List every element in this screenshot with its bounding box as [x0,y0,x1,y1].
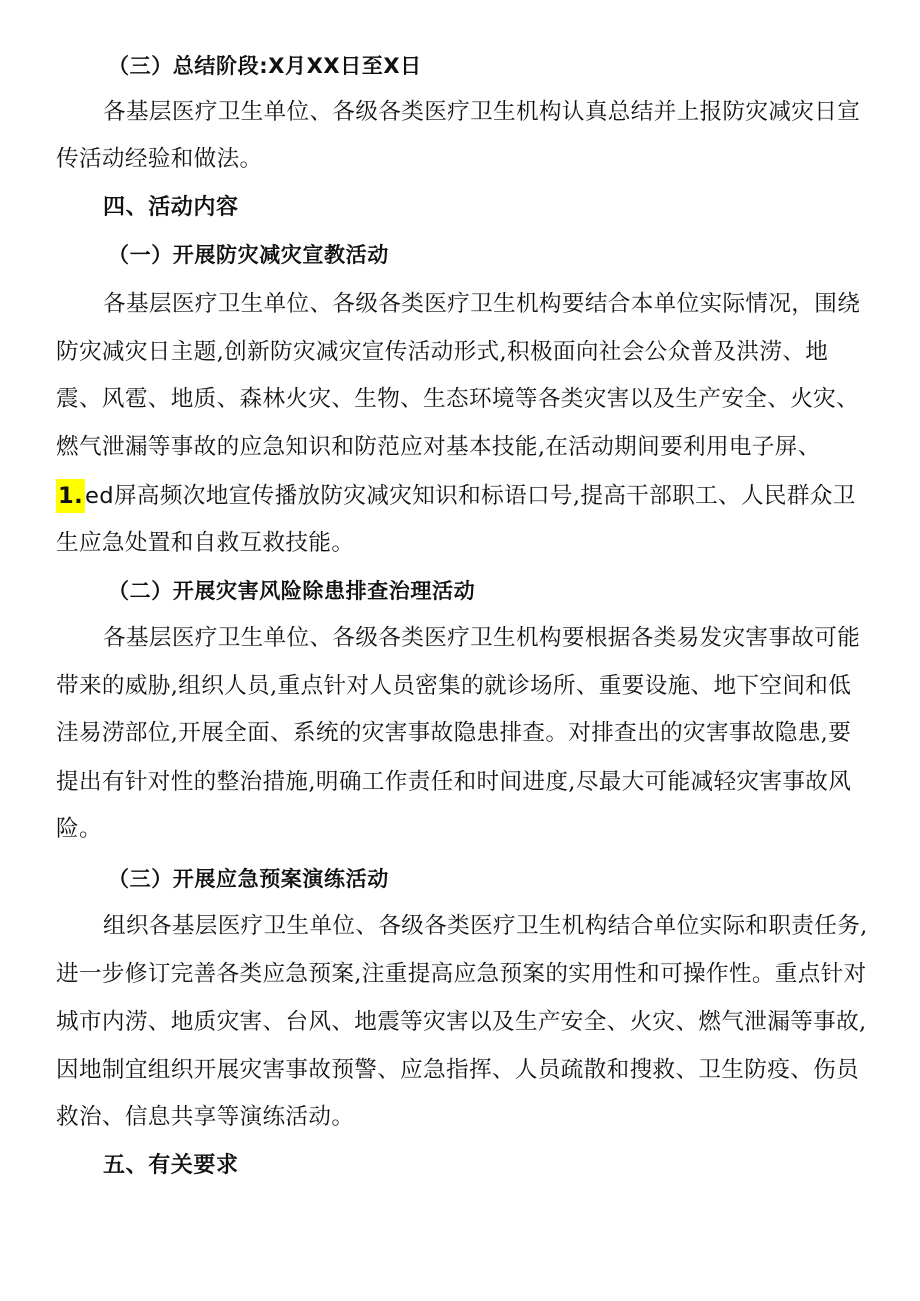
paragraph-line: 各基层医疗卫生单位、各级各类医疗卫生机构认真总结并上报防灾减灾日宣 [103,99,861,125]
line-text: 屏高频次地宣传播放防灾减灾知识和标语口号,提高干部职工、人民群众卫 [113,483,856,509]
paragraph-line: 组织各基层医疗卫生单位、各级各类医疗卫生机构结合单位实际和职责任务, [103,913,868,939]
paragraph-line: 因地制宜组织开展灾害事故预警、应急指挥、人员疏散和搜救、卫生防疫、伤员 [56,1057,860,1083]
subsection-heading-education: （一）开展防灾减灾宣教活动 [108,243,389,267]
paragraph-line: 城市内涝、地质灾害、台风、地震等灾害以及生产安全、火灾、燃气泄漏等事故, [56,1009,867,1035]
paragraph-line: 洼易涝部位,开展全面、系统的灾害事故隐患排查。对排查出的灾害事故隐患,要 [56,720,852,746]
paragraph-line: 救治、信息共享等演练活动。 [56,1104,355,1130]
subsection-heading-emergency-drill: （三）开展应急预案演练活动 [108,867,389,891]
paragraph-line: 各基层医疗卫生单位、各级各类医疗卫生机构要根据各类易发灾害事故可能 [103,625,861,651]
paragraph-line: 各基层医疗卫生单位、各级各类医疗卫生机构要结合本单位实际情况，围绕 [103,291,861,317]
highlighted-number: 1. [56,479,85,513]
paragraph-line: 燃气泄漏等事故的应急知识和防范应对基本技能,在活动期间要利用电子屏、 [56,434,821,460]
section-heading-activity-content: 四、活动内容 [103,195,239,220]
section-heading-summary-stage: （三）总结阶段:X月XX日至X日 [108,54,422,78]
paragraph-line: 传活动经验和做法。 [56,146,263,172]
paragraph-line: 险。 [56,816,102,842]
section-heading-requirements: 五、有关要求 [103,1153,239,1178]
paragraph-line-highlighted [56,476,876,516]
paragraph-line: 防灾减灾日主题,创新防灾减灾宣传活动形式,积极面向社会公众普及洪涝、地 [56,339,829,365]
paragraph-line: 进一步修订完善各类应急预案,注重提高应急预案的实用性和可操作性。重点针对 [56,961,867,987]
paragraph-line: 震、风雹、地质、森林火灾、生物、生态环境等各类灾害以及生产安全、火灾、 [56,386,860,412]
paragraph-line: 生应急处置和自救互救技能。 [56,530,355,556]
paragraph-line: 提出有针对性的整治措施,明确工作责任和时间进度,尽最大可能减轻灾害事故风 [56,769,852,795]
line-prefix: ed [85,483,114,509]
paragraph-line: 带来的威胁,组织人员,重点针对人员密集的就诊场所、重要设施、地下空间和低 [56,673,852,699]
subsection-heading-risk-inspection: （二）开展灾害风险除患排查治理活动 [108,579,476,603]
